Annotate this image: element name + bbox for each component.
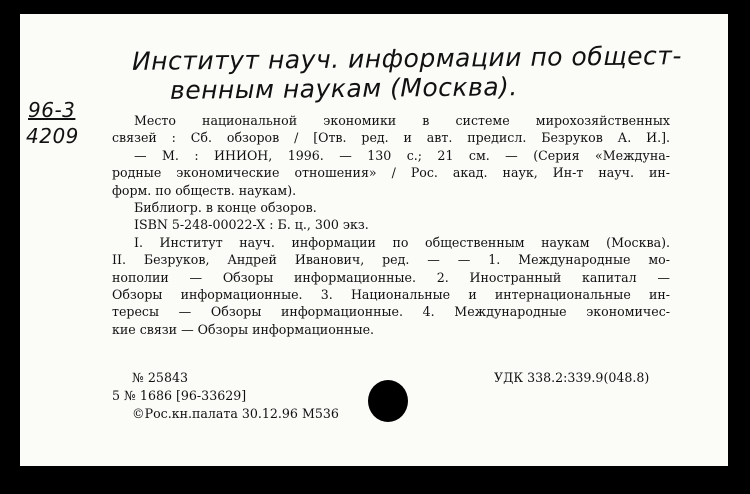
handwritten-title-line2: венным наукам (Москва). [169,72,518,105]
handwritten-code-bottom: 4209 [26,124,79,148]
record-line: связей : Сб. обзоров / [Отв. ред. и авт. предисл. Безруков А. И.]. [112,130,670,146]
record-number: № 25843 [132,370,188,385]
record-line: I. Институт науч. информации по общественным наукам (Москва). [134,234,670,250]
punch-hole [368,380,408,422]
card-bottom-edge [20,460,728,466]
record-line: II. Безруков, Андрей Иванович, ред. — — 1. Международные мо- [112,252,670,268]
record-line: нополии — Обзоры информационные. 2. Иностранный капитал — [112,269,670,285]
record-line: кие связи — Обзоры информационные. [112,321,375,337]
record-line: родные экономические отношения» / Рос. акад. наук, Ин-т науч. ин- [112,165,670,181]
record-line: Обзоры информационные. 3. Национальные и интернациональные ин- [112,287,670,303]
registration-number: 5 № 1686 [96-33629] [112,388,247,403]
record-line: тересы — Обзоры информационные. 4. Международные экономичес- [112,304,670,320]
handwritten-title-line1: Институт науч. информации по общест- [131,41,683,76]
record-line: форм. по обществ. наукам). [112,182,297,198]
record-line: Библиогр. в конце обзоров. [134,200,317,216]
record-line: — М. : ИНИОН, 1996. — 130 с.; 21 см. — (Серия «Междуна- [134,147,670,163]
catalog-card [20,14,728,466]
handwritten-code-top: 96-3 [28,98,76,122]
chamber-copyright: ©Рос.кн.палата 30.12.96 М536 [132,406,339,421]
udk-code: УДК 338.2:339.9(048.8) [494,370,650,385]
record-line: ISBN 5-248-00022-X : Б. ц., 300 экз. [134,217,369,233]
record-body [112,112,670,338]
record-line: Место национальной экономики в системе мирохозяйственных [134,113,670,128]
